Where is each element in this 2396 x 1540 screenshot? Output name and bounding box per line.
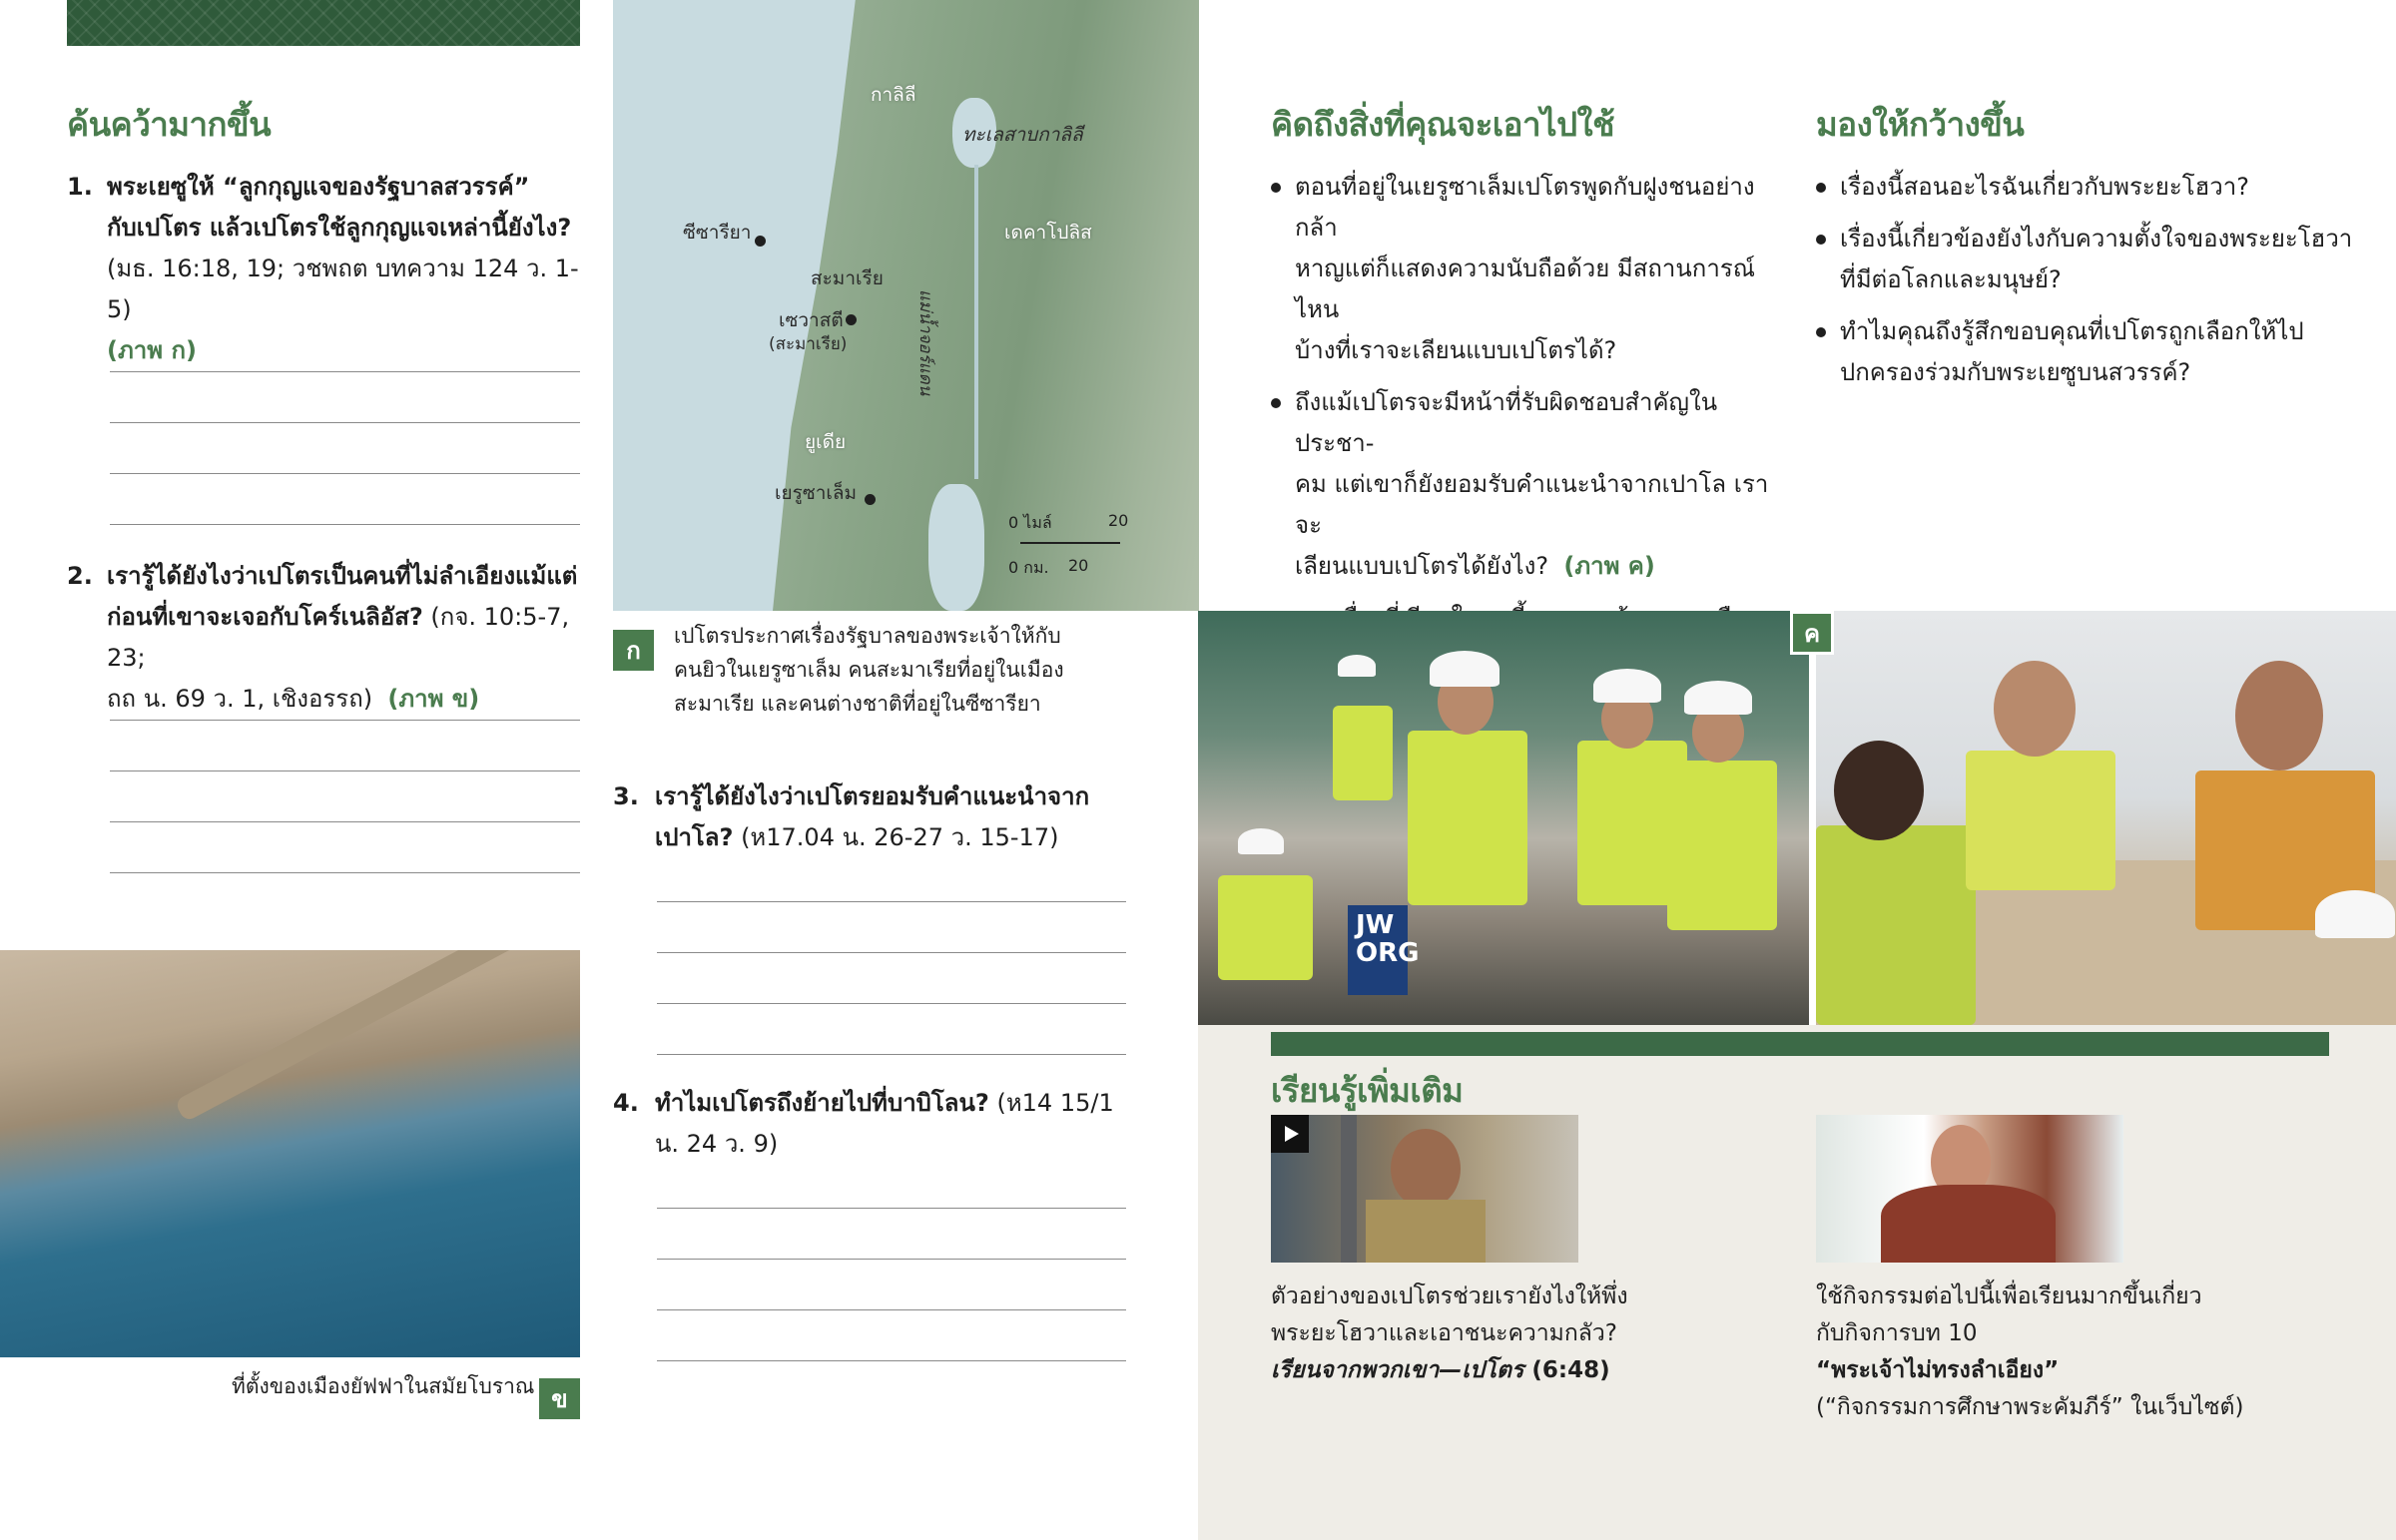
video-link[interactable]: เรียนจากพวกเขา—เปโตร (6:48) — [1271, 1357, 1610, 1383]
answer-lines-1[interactable] — [110, 321, 580, 525]
jaffa-aerial-photo — [0, 950, 580, 1357]
map-label: แม่น้ำจอร์แดน — [915, 289, 935, 396]
map-label: กาลิลี — [871, 84, 916, 106]
section-title-apply: คิดถึงสิ่งที่คุณจะเอาไปใช้ — [1271, 105, 1615, 144]
map-label: เยรูซาเล็ม — [775, 482, 858, 504]
scripture-reference: (ห17.04 น. 26-27 ว. 15-17) — [733, 823, 1059, 851]
question-text: เรารู้ได้ยังไงว่าเปโตรเป็นคนที่ไม่ลำเอียงแม้แต่ — [107, 562, 578, 590]
learn-item-1: ตัวอย่างของเปโตรช่วยเรายังไงให้พึ่ง พระยะโฮวาและเอาชนะความกลัว? เรียนจากพวกเขา—เปโตร (6:48) — [1271, 1279, 1628, 1389]
list-item: ทำไมคุณถึงรู้สึกขอบคุณที่เปโตรถูกเลือกให้ไป ปกครองร่วมกับพระเยซูบนสวรรค์? — [1814, 311, 2373, 393]
city-dot — [846, 314, 857, 325]
learn-more-bar — [1271, 1032, 2329, 1056]
decorative-header-bar — [67, 0, 580, 46]
photo-badge: ข — [539, 1378, 580, 1419]
map-label: ซีซารียา — [683, 222, 752, 244]
play-icon[interactable] — [1271, 1115, 1309, 1153]
question-number: 1. — [67, 173, 93, 201]
section-title-bigger-picture: มองให้กว้างขึ้น — [1816, 105, 2025, 144]
city-dot — [755, 236, 766, 247]
map-badge: ก — [613, 630, 654, 671]
list-item: เรื่องนี้เกี่ยวข้องยังไงกับความตั้งใจของพระยะโฮวา ที่มีต่อโลกและมนุษย์? — [1814, 219, 2373, 300]
learn-item-2: ใช้กิจกรรมต่อไปนี้เพื่อเรียนมากขึ้นเกี่ยว กับกิจการบท 10 “พระเจ้าไม่ทรงลำเอียง” (“กิจกรรมการศึกษาพระคัมภีร์” ในเว็บไซต์) — [1816, 1283, 2244, 1420]
list-item: เรื่องนี้สอนอะไรฉันเกี่ยวกับพระยะโฮวา? — [1814, 167, 2373, 208]
list-item: ตอนที่อยู่ในเยรูซาเล็มเปโตรพูดกับฝูงชนอย่างกล้า หาญแต่ก็แสดงความนับถือด้วย มีสถานการณ์ไหน บ้างที่เราจะเลียนแบบเปโตรได้? — [1269, 167, 1788, 371]
scripture-reference: ถถ น. 69 ว. 1, เชิงอรรถ) — [107, 685, 373, 713]
meeting-table-photo — [1816, 611, 2396, 1025]
map-label: ทะเลสาบกาลิลี — [962, 124, 1083, 146]
question-3 — [613, 776, 1152, 858]
photo-badge: ค — [1790, 611, 1834, 655]
question-text: ทำไมเปโตรถึงย้ายไปที่บาบิโลน? — [655, 1089, 989, 1117]
scale-label: 20 — [1108, 511, 1129, 530]
activity-link[interactable]: “พระเจ้าไม่ทรงลำเอียง” — [1816, 1357, 2060, 1383]
answer-lines-3[interactable] — [657, 851, 1126, 1055]
city-dot — [865, 494, 876, 505]
scale-label: 0 ไมล์ — [1008, 513, 1052, 532]
section-title-research: ค้นคว้ามากขึ้น — [67, 105, 272, 144]
list-item: ถึงแม้เปโตรจะมีหน้าที่รับผิดชอบสำคัญในประชา- คม แต่เขาก็ยังยอมรับคำแนะนำจากเปาโล เราจะ เลียนแบบเปโตรได้ยังไง? (ภาพ ค) — [1269, 382, 1788, 587]
question-text: เรารู้ได้ยังไงว่าเปโตรยอมรับคำแนะนำจาก — [655, 782, 1090, 810]
question-text: ก่อนที่เขาจะเจอกับโคร์เนลิอัส? — [107, 603, 423, 631]
scale-label: 20 — [1068, 556, 1089, 575]
scripture-reference: (กจ. 10:5-7, 23; — [107, 603, 570, 672]
scale-label: 0 กม. — [1008, 558, 1049, 577]
scripture-reference: (มธ. 16:18, 19; วชพถต บทความ 124 ว. 1-5) — [107, 255, 579, 323]
map-israel — [613, 0, 1199, 611]
image-reference: (ภาพ ค) — [1563, 552, 1655, 580]
video-thumbnail[interactable] — [1271, 1115, 1578, 1263]
answer-lines-2[interactable] — [110, 670, 580, 873]
question-text: กับเปโตร แล้วเปโตรใช้ลูกกุญแจเหล่านี้ยังไง? — [107, 214, 572, 242]
map-label: สะมาเรีย — [811, 267, 884, 289]
map-label: เดคาโปลิส — [1004, 222, 1092, 244]
section-title-learn-more: เรียนรู้เพิ่มเติม — [1271, 1071, 1464, 1110]
scale-bar — [1020, 542, 1120, 544]
image-reference: (ภาพ ก) — [107, 336, 197, 364]
bigger-picture-bullet-list — [1814, 167, 2373, 404]
scripture-reference: (ห14 15/1 — [988, 1089, 1114, 1117]
question-text: พระเยซูให้ “ลูกกุญแจของรัฐบาลสวรรค์” — [107, 173, 530, 201]
question-4 — [613, 1083, 1152, 1165]
photo-caption-jaffa: ที่ตั้งของเมืองยัฟฟาในสมัยโบราณ — [232, 1374, 535, 1398]
jw-org-sign: JW ORG — [1348, 905, 1408, 995]
question-number: 2. — [67, 562, 93, 590]
construction-workers-photo — [1198, 611, 1809, 1025]
map-caption: เปโตรประกาศเรื่องรัฐบาลของพระเจ้าให้กับ คนยิวในเยรูซาเล็ม คนสะมาเรียที่อยู่ในเมือง สะมาเรีย และคนต่างชาติที่อยู่ในซีซารียา — [674, 624, 1064, 716]
map-label: (สะมาเรีย) — [769, 334, 848, 354]
scripture-reference: น. 24 ว. 9) — [655, 1130, 779, 1158]
question-text: เปาโล? — [655, 823, 734, 851]
answer-lines-4[interactable] — [657, 1158, 1126, 1361]
activity-thumbnail[interactable] — [1816, 1115, 2123, 1263]
question-number: 3. — [613, 782, 639, 810]
map-label: เซวาสตี — [779, 309, 844, 331]
map-label: ยูเดีย — [805, 431, 847, 453]
question-number: 4. — [613, 1089, 639, 1117]
image-reference: (ภาพ ข) — [387, 685, 480, 713]
